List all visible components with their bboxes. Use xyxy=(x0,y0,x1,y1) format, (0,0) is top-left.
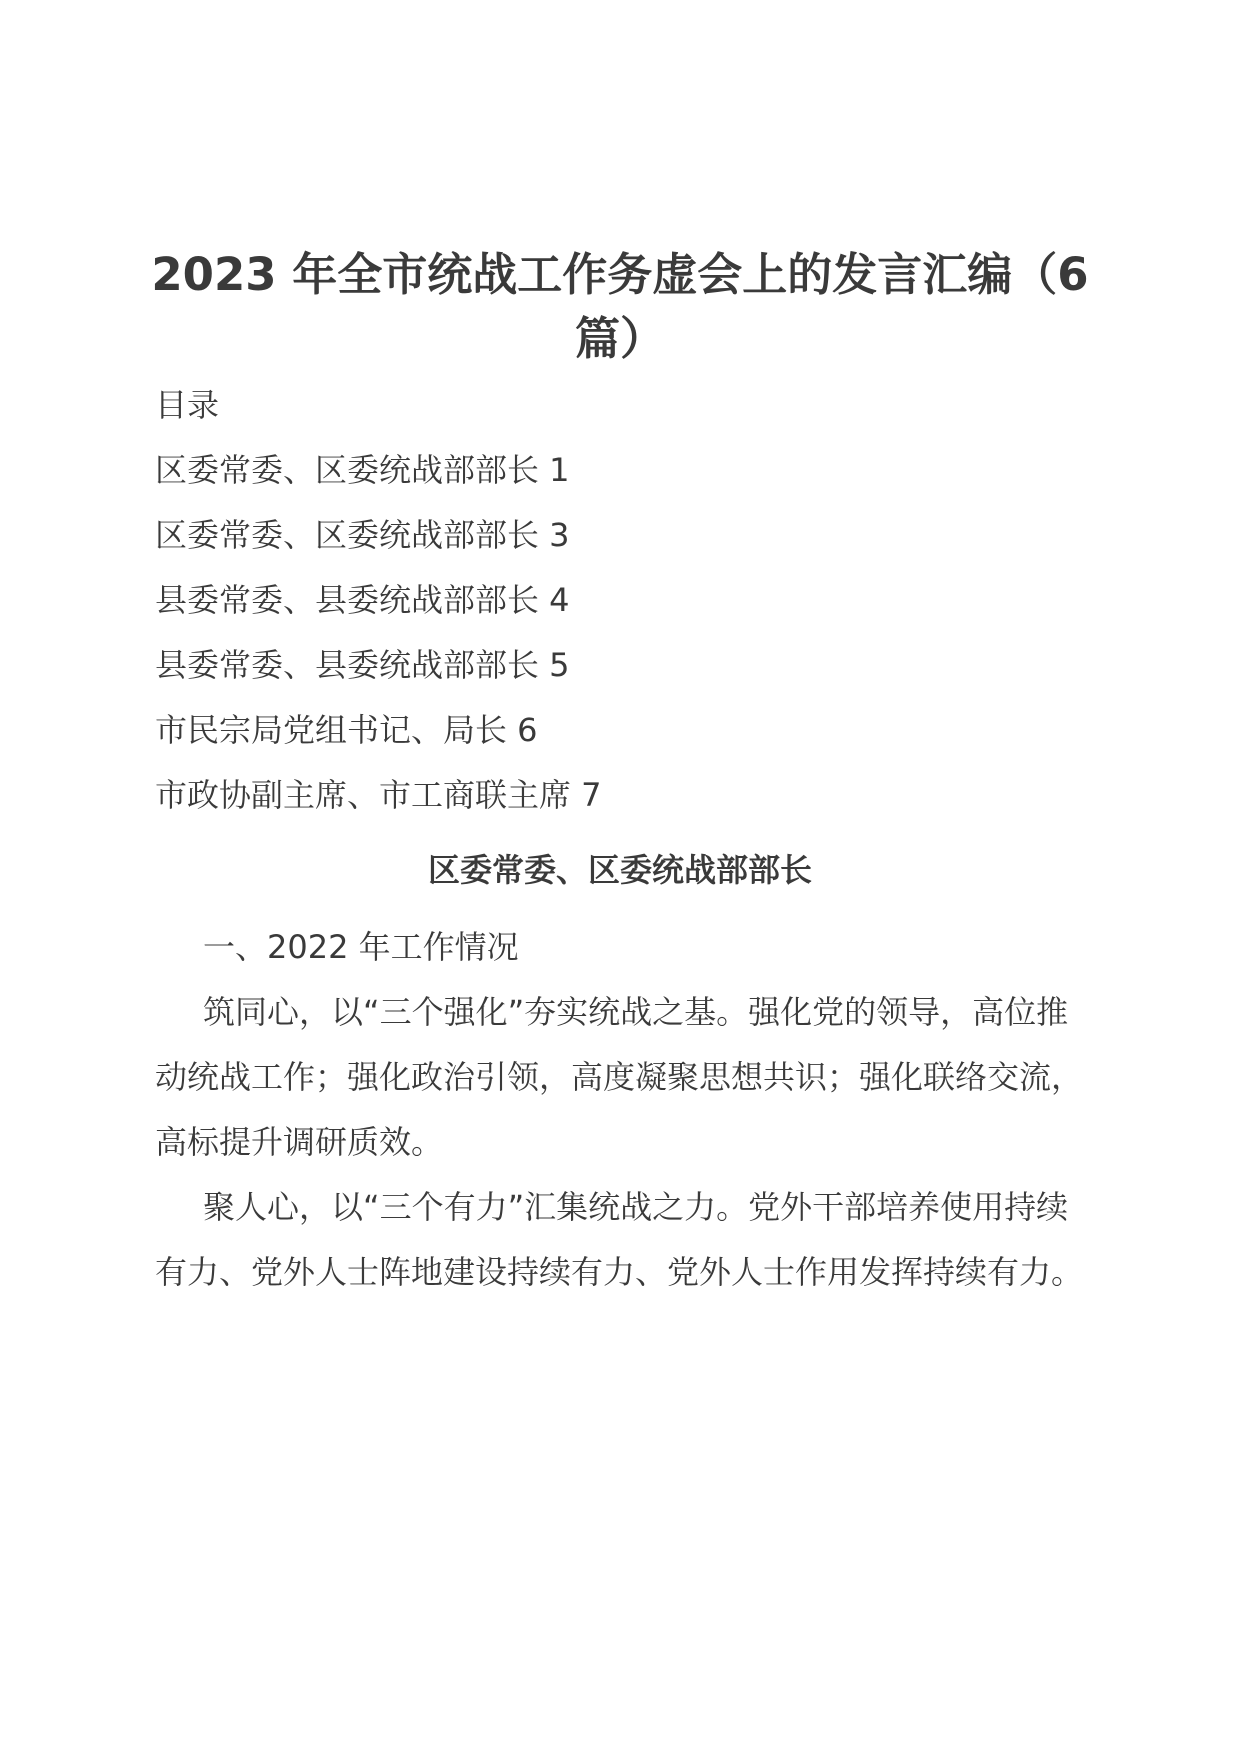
section-subheading: 一、2022 年工作情况 xyxy=(203,928,519,966)
section-heading: 区委常委、区委统战部部长 xyxy=(427,851,812,889)
toc-item: 县委常委、县委统战部部长 5 xyxy=(155,646,570,684)
toc-item: 市民宗局党组书记、局长 6 xyxy=(155,711,538,749)
document-title-line-2: 篇） xyxy=(574,312,665,365)
toc-heading: 目录 xyxy=(155,386,220,424)
body-paragraph: 筑同心，以“三个强化”夯实统战之基。强化党的领导，高位推动统战工作；强化政治引领，高度凝聚思想共识；强化联络交流，高标提升调研质效。 xyxy=(155,993,1084,1161)
section-body xyxy=(155,915,1085,1305)
toc-item: 县委常委、县委统战部部长 4 xyxy=(155,581,570,619)
document-title xyxy=(150,243,1090,371)
toc-item: 市政协副主席、市工商联主席 7 xyxy=(155,776,602,814)
toc-item: 区委常委、区委统战部部长 1 xyxy=(155,451,570,489)
toc-item: 区委常委、区委统战部部长 3 xyxy=(155,516,570,554)
body-paragraph: 聚人心，以“三个有力”汇集统战之力。党外干部培养使用持续有力、党外人士阵地建设持续有力、党外人士作用发挥持续有力。 xyxy=(155,1188,1084,1291)
document-title-line-1: 2023 年全市统战工作务虚会上的发言汇编（6 xyxy=(151,248,1089,301)
table-of-contents xyxy=(155,385,1085,840)
